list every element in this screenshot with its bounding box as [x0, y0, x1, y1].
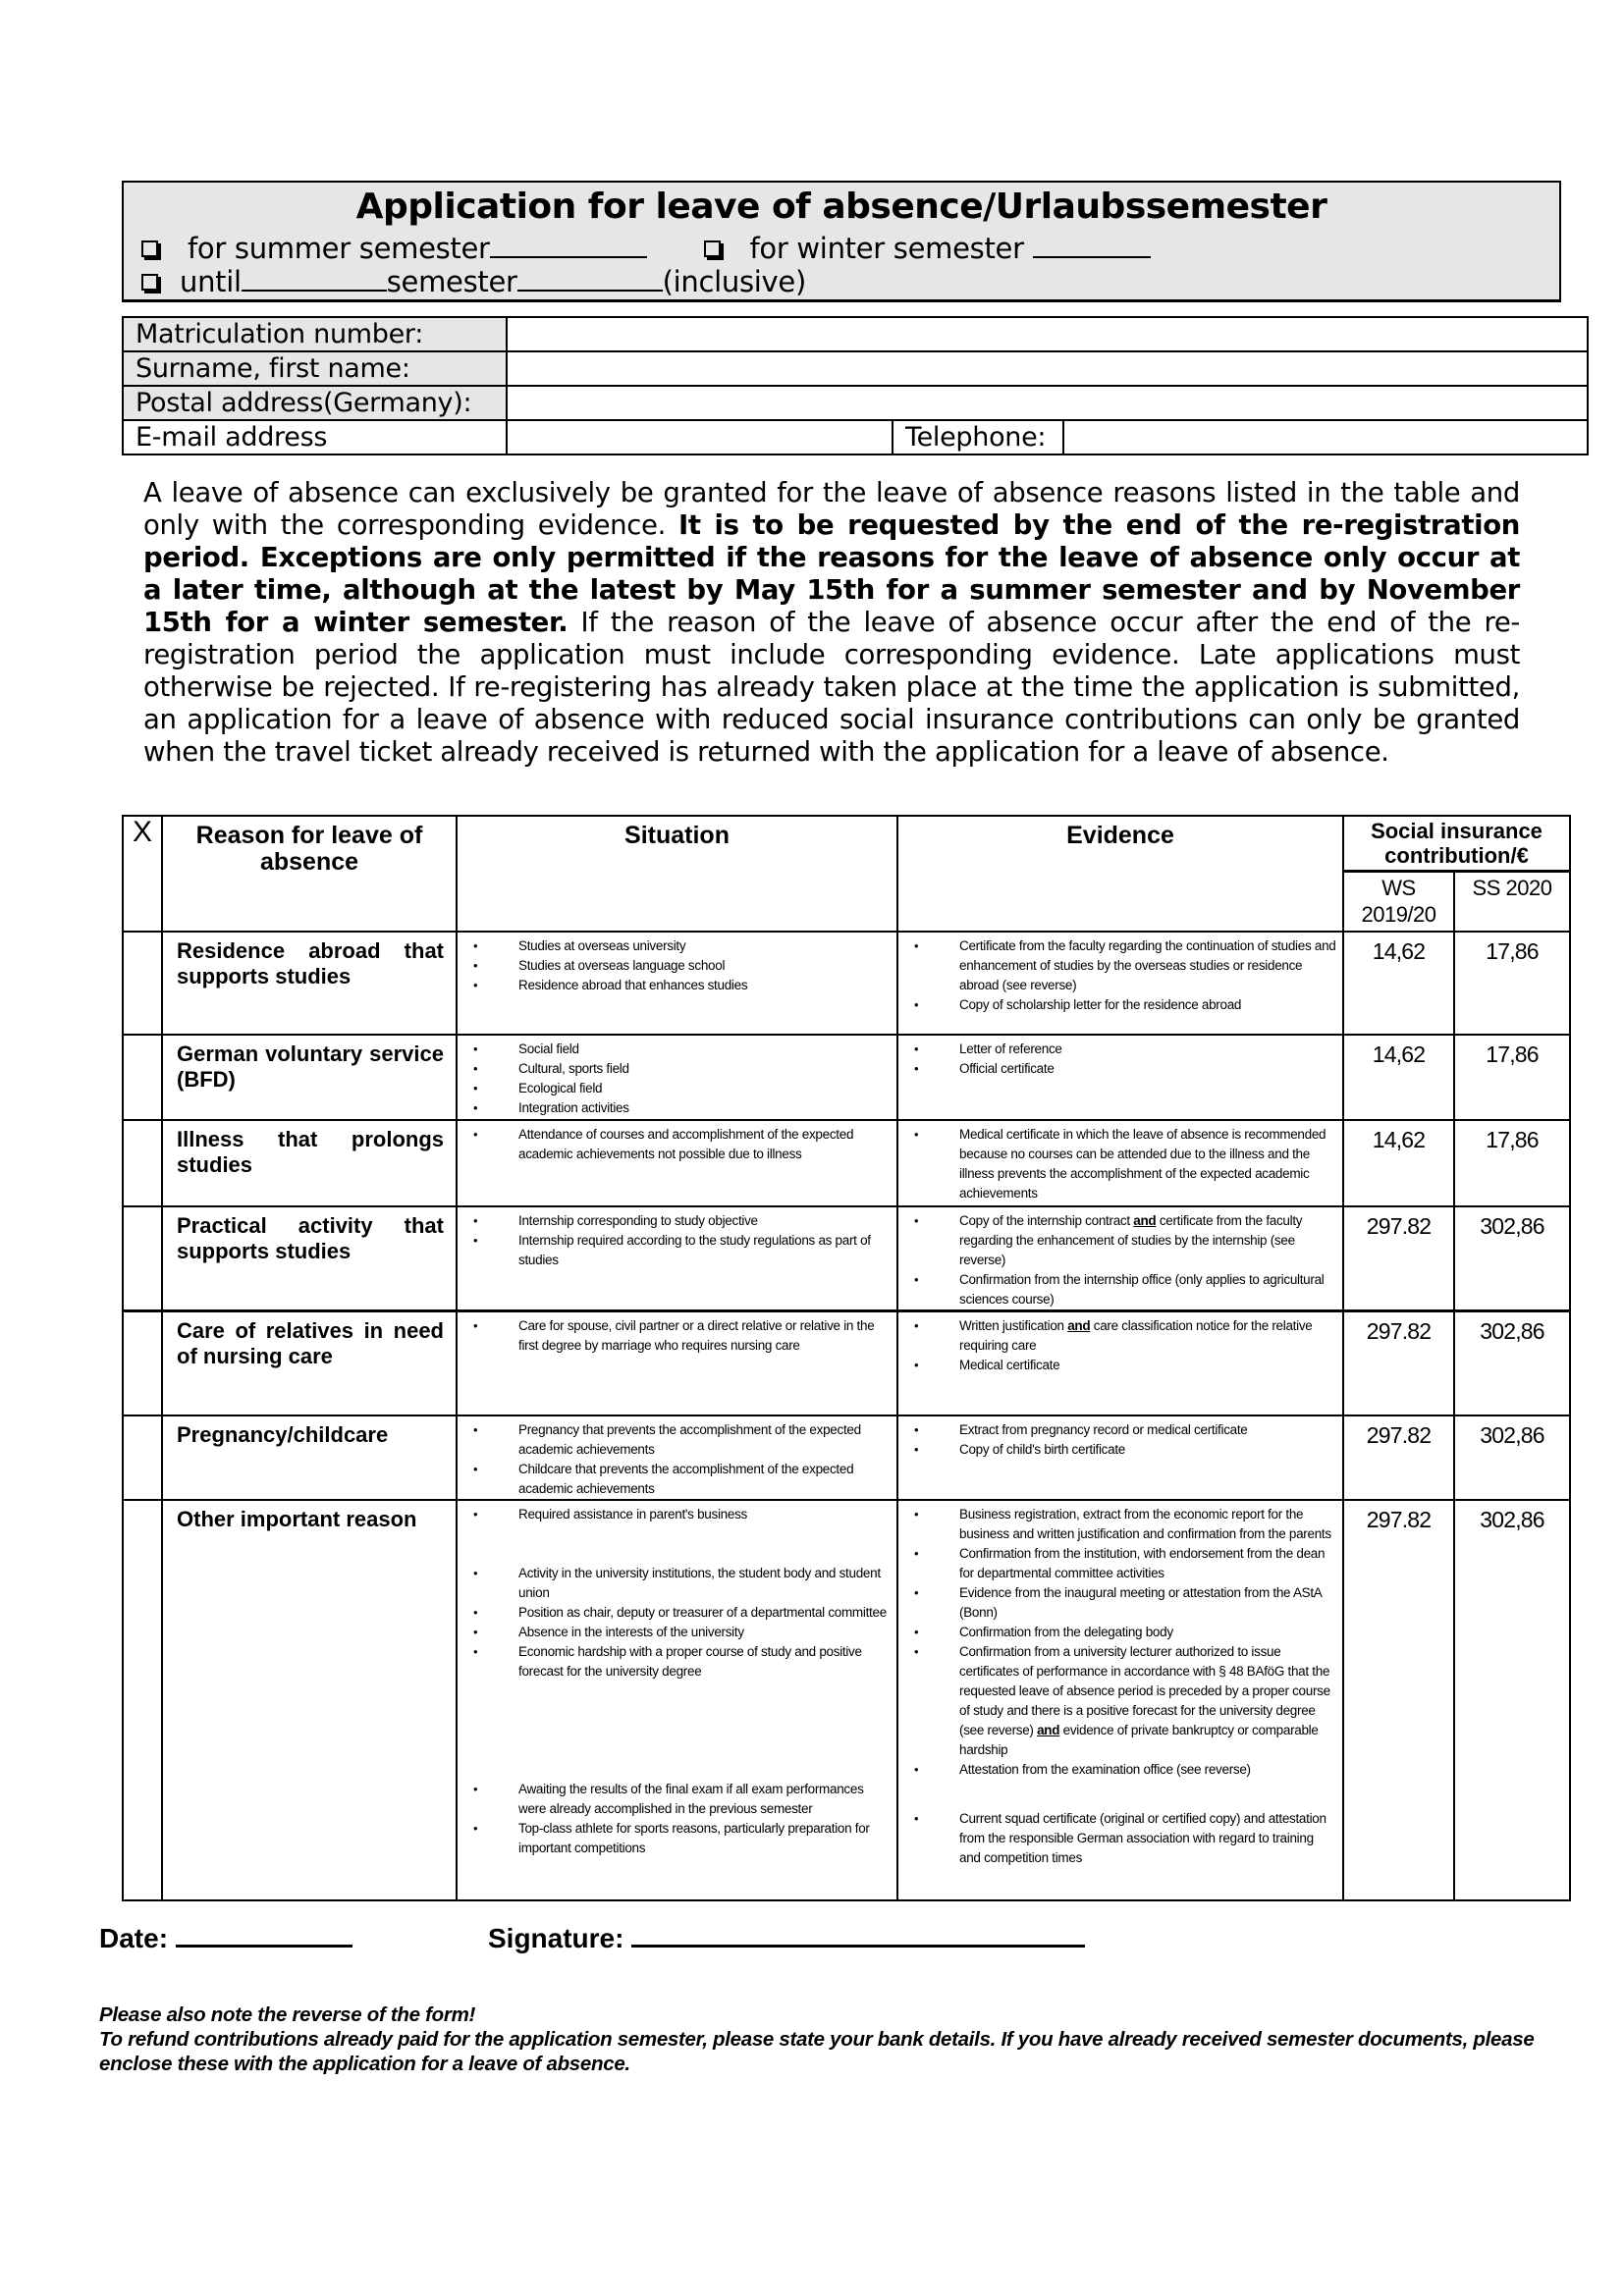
reason-select-cell[interactable] — [123, 1415, 162, 1500]
until-semester-label: semester — [386, 265, 517, 298]
item-text: certificate from the faculty regarding the enhancement of studies by the internship (see reverse) — [959, 1213, 1303, 1267]
until-semester-checkbox[interactable] — [141, 274, 158, 291]
situation-list — [458, 1312, 896, 1356]
evidence-item: • Medical certificate — [898, 1356, 1336, 1375]
situation-item: • Position as chair, deputy or treasurer of a departmental committee — [458, 1603, 891, 1623]
situation-list — [458, 1207, 896, 1270]
ss-contribution-value: 302,86 — [1454, 1415, 1570, 1500]
evidence-list — [898, 933, 1342, 1015]
footer-notes — [99, 2002, 1552, 2076]
ss-contribution-value: 302,86 — [1454, 1311, 1570, 1415]
evidence-item: • Copy of scholarship letter for the residence abroad — [898, 995, 1336, 1015]
situation-list — [458, 933, 896, 995]
ws-contribution-value: 297.82 — [1343, 1311, 1454, 1415]
evidence-item: • Extract from pregnancy record or medical certificate — [898, 1420, 1336, 1440]
evidence-item: • Letter of reference — [898, 1040, 1336, 1059]
semester-options-line-1 — [141, 232, 1151, 265]
evidence-item — [898, 1316, 1336, 1356]
email-label: E-mail address — [123, 420, 507, 454]
until-label: until — [180, 265, 242, 298]
ws-contribution-value: 14,62 — [1343, 932, 1454, 1035]
name-label: Surname, first name: — [123, 351, 507, 386]
situation-item: • Absence in the interests of the university — [458, 1623, 891, 1642]
situation-list — [458, 1501, 896, 1858]
winter-semester-checkbox[interactable] — [704, 240, 721, 257]
situation-cell — [457, 1206, 897, 1311]
reason-label: Care of relatives in need of nursing care — [162, 1311, 457, 1415]
situation-item: • Awaiting the results of the final exam if all exam performances were already accomplished in the previous semester — [458, 1780, 891, 1819]
winter-semester-field[interactable] — [1033, 256, 1151, 258]
reason-select-cell[interactable] — [123, 1311, 162, 1415]
situation-cell — [457, 1120, 897, 1206]
ws-contribution-value: 14,62 — [1343, 1120, 1454, 1206]
ss-contribution-value: 302,86 — [1454, 1206, 1570, 1311]
note-reverse: Please also note the reverse of the form! — [99, 2003, 476, 2026]
item-text: care classification notice for the relative requiring care — [959, 1318, 1313, 1353]
item-text: evidence of private bankruptcy or comparable hardship — [959, 1722, 1319, 1757]
date-field-group — [99, 1922, 352, 1954]
ws-contribution-value: 297.82 — [1343, 1415, 1454, 1500]
situation-cell — [457, 1035, 897, 1120]
note-refund: To refund contributions already paid for the application semester, please state your bank details. If you have already received semester documents, please enclose these with the application for a leave of absence. — [99, 2028, 1535, 2075]
situation-list — [458, 1121, 896, 1164]
address-row — [123, 386, 1588, 420]
header-ss: SS 2020 — [1454, 871, 1570, 932]
evidence-list — [898, 1501, 1342, 1868]
evidence-item — [898, 1642, 1336, 1760]
situation-item: • Activity in the university institutions, the student body and student union — [458, 1564, 891, 1603]
situation-item: • Internship corresponding to study objective — [458, 1211, 891, 1231]
signature-label: Signature: — [488, 1923, 624, 1953]
table-row — [123, 1415, 1570, 1500]
evidence-item: • Confirmation from the internship office (only applies to agricultural sciences course) — [898, 1270, 1336, 1309]
header-contribution: Social insurance contribution/€ — [1343, 816, 1570, 871]
form-header — [122, 181, 1561, 302]
signature-input[interactable] — [631, 1922, 1085, 1948]
evidence-item: • Confirmation from the institution, with endorsement from the dean for departmental committee activities — [898, 1544, 1336, 1583]
table-row — [123, 1311, 1570, 1415]
ss-contribution-value: 17,86 — [1454, 932, 1570, 1035]
evidence-item — [898, 1211, 1336, 1270]
date-label: Date: — [99, 1923, 169, 1953]
situation-cell — [457, 1500, 897, 1900]
table-row — [123, 1120, 1570, 1206]
header-situation: Situation — [457, 816, 897, 932]
form-title: Application for leave of absence/Urlaubssemester — [355, 187, 1327, 227]
date-input[interactable] — [176, 1922, 352, 1948]
evidence-cell — [897, 1035, 1343, 1120]
winter-semester-label: for winter semester — [749, 232, 1024, 265]
reason-label: German voluntary service (BFD) — [162, 1035, 457, 1120]
header-ws: WS 2019/20 — [1343, 871, 1454, 932]
intro-paragraph — [143, 477, 1520, 769]
ss-contribution-value: 17,86 — [1454, 1120, 1570, 1206]
evidence-list — [898, 1416, 1342, 1460]
situation-cell — [457, 932, 897, 1035]
evidence-item: • Confirmation from the delegating body — [898, 1623, 1336, 1642]
personal-info-table — [122, 316, 1589, 455]
until-semester-field[interactable] — [517, 290, 663, 292]
evidence-item: • Copy of child's birth certificate — [898, 1440, 1336, 1460]
situation-item: • Ecological field — [458, 1079, 891, 1098]
situation-item: • Internship required according to the study regulations as part of studies — [458, 1231, 891, 1270]
signature-field-group — [488, 1922, 1085, 1954]
situation-item: • Childcare that prevents the accomplishment of the expected academic achievements — [458, 1460, 891, 1499]
intro-text-1: A leave of absence can exclusively be granted for the leave of absence reasons listed in the table and only with the corresponding evidence. — [143, 477, 1520, 541]
semester-options-line-2 — [141, 265, 806, 298]
evidence-item: • Current squad certificate (original or certified copy) and attestation from the responsible German association with regard to training and competition times — [898, 1809, 1336, 1868]
intro-text-bold: It is to be requested by the end of the re-registration period. Exceptions are only permitted if the reasons for the leave of absence only occur at a later time, although at the latest by May 15th for a summer semester and by November 15th for a winter semester. — [143, 509, 1520, 638]
header-x: X — [123, 816, 162, 932]
reason-select-cell[interactable] — [123, 1035, 162, 1120]
evidence-list — [898, 1036, 1342, 1079]
reason-label: Residence abroad that supports studies — [162, 932, 457, 1035]
situation-item: • Studies at overseas language school — [458, 956, 891, 976]
evidence-item: • Medical certificate in which the leave of absence is recommended because no courses can be attended due to the illness and the illness prevents the accomplishment of the expected academic achievements — [898, 1125, 1336, 1203]
ws-contribution-value: 297.82 — [1343, 1206, 1454, 1311]
name-input[interactable] — [507, 351, 1588, 386]
table-row — [123, 1206, 1570, 1311]
situation-item: • Required assistance in parent's business — [458, 1505, 891, 1524]
address-input[interactable] — [507, 386, 1588, 420]
emphasis-and: and — [1037, 1722, 1060, 1737]
emphasis-and: and — [1133, 1213, 1157, 1228]
evidence-list — [898, 1121, 1342, 1203]
evidence-item: • Official certificate — [898, 1059, 1336, 1079]
telephone-label: Telephone: — [893, 420, 1063, 454]
situation-item: • Residence abroad that enhances studies — [458, 976, 891, 995]
until-field[interactable] — [242, 290, 387, 292]
item-text: Confirmation from a university lecturer authorized to issue certificates of performance in accordance with § 48 BAföG that the requested leave of absence period is preceded by a proper course of study and there is a positive forecast for the university degree (see reverse) — [959, 1643, 1330, 1737]
evidence-list — [898, 1207, 1342, 1309]
summer-semester-field[interactable] — [490, 256, 647, 258]
evidence-item: • Evidence from the inaugural meeting or attestation from the AStA (Bonn) — [898, 1583, 1336, 1623]
situation-item: • Care for spouse, civil partner or a direct relative or relative in the first degree by marriage who requires nursing care — [458, 1316, 891, 1356]
evidence-item: • Business registration, extract from the economic report for the business and written justification and confirmation from the parents — [898, 1505, 1336, 1544]
evidence-cell — [897, 1311, 1343, 1415]
item-text: Copy of the internship contract — [959, 1213, 1134, 1228]
ws-contribution-value: 297.82 — [1343, 1500, 1454, 1900]
evidence-item: • Certificate from the faculty regarding the continuation of studies and enhancement of studies by the overseas studies or residence abroad (see reverse) — [898, 936, 1336, 995]
emphasis-and: and — [1067, 1318, 1091, 1333]
reason-select-cell[interactable] — [123, 1120, 162, 1206]
matriculation-input[interactable] — [507, 317, 1588, 351]
ws-contribution-value: 14,62 — [1343, 1035, 1454, 1120]
situation-item: • Economic hardship with a proper course of study and positive forecast for the university degree — [458, 1642, 891, 1682]
reasons-table — [122, 815, 1571, 1901]
evidence-cell — [897, 1415, 1343, 1500]
table-header-row — [123, 816, 1570, 871]
situation-item: • Top-class athlete for sports reasons, particularly preparation for important competitions — [458, 1819, 891, 1858]
contact-row — [123, 420, 1588, 454]
header-evidence: Evidence — [897, 816, 1343, 932]
situation-item: • Integration activities — [458, 1098, 891, 1118]
reason-label: Illness that prolongs studies — [162, 1120, 457, 1206]
reason-select-cell[interactable] — [123, 1500, 162, 1900]
situation-cell — [457, 1415, 897, 1500]
evidence-cell — [897, 1120, 1343, 1206]
reason-select-cell[interactable] — [123, 932, 162, 1035]
ss-contribution-value: 302,86 — [1454, 1500, 1570, 1900]
evidence-cell — [897, 932, 1343, 1035]
matriculation-row — [123, 317, 1588, 351]
situation-item: • Attendance of courses and accomplishment of the expected academic achievements not possible due to illness — [458, 1125, 891, 1164]
intro-text-2: If the reason of the leave of absence occur after the end of the re-registration period the application must include corresponding evidence. Late applications must otherwise be rejected. If re-registering has already taken place at the time the application is submitted, an application for a leave of absence with reduced social insurance contributions can only be granted when the travel ticket already received is returned with the application for a leave of absence. — [143, 607, 1520, 768]
situation-list — [458, 1036, 896, 1118]
table-row — [123, 1500, 1570, 1900]
evidence-list — [898, 1312, 1342, 1375]
telephone-input[interactable] — [1063, 420, 1588, 454]
address-label: Postal address(Germany): — [123, 386, 507, 420]
table-row — [123, 932, 1570, 1035]
evidence-cell — [897, 1206, 1343, 1311]
evidence-cell — [897, 1500, 1343, 1900]
reason-label: Pregnancy/childcare — [162, 1415, 457, 1500]
reason-label: Practical activity that supports studies — [162, 1206, 457, 1311]
name-row — [123, 351, 1588, 386]
email-input[interactable] — [507, 420, 893, 454]
table-row — [123, 1035, 1570, 1120]
situation-item: • Social field — [458, 1040, 891, 1059]
summer-semester-label: for summer semester — [188, 232, 490, 265]
situation-list — [458, 1416, 896, 1499]
reason-label: Other important reason — [162, 1500, 457, 1900]
reason-select-cell[interactable] — [123, 1206, 162, 1311]
situation-item: • Studies at overseas university — [458, 936, 891, 956]
inclusive-label: (inclusive) — [662, 265, 806, 298]
summer-semester-checkbox[interactable] — [141, 240, 158, 257]
ss-contribution-value: 17,86 — [1454, 1035, 1570, 1120]
situation-item: • Cultural, sports field — [458, 1059, 891, 1079]
header-reason: Reason for leave of absence — [162, 816, 457, 932]
item-text: Written justification — [959, 1318, 1068, 1333]
situation-item: • Pregnancy that prevents the accomplishment of the expected academic achievements — [458, 1420, 891, 1460]
matriculation-label: Matriculation number: — [123, 317, 507, 351]
evidence-item: • Attestation from the examination office (see reverse) — [898, 1760, 1336, 1780]
situation-cell — [457, 1311, 897, 1415]
